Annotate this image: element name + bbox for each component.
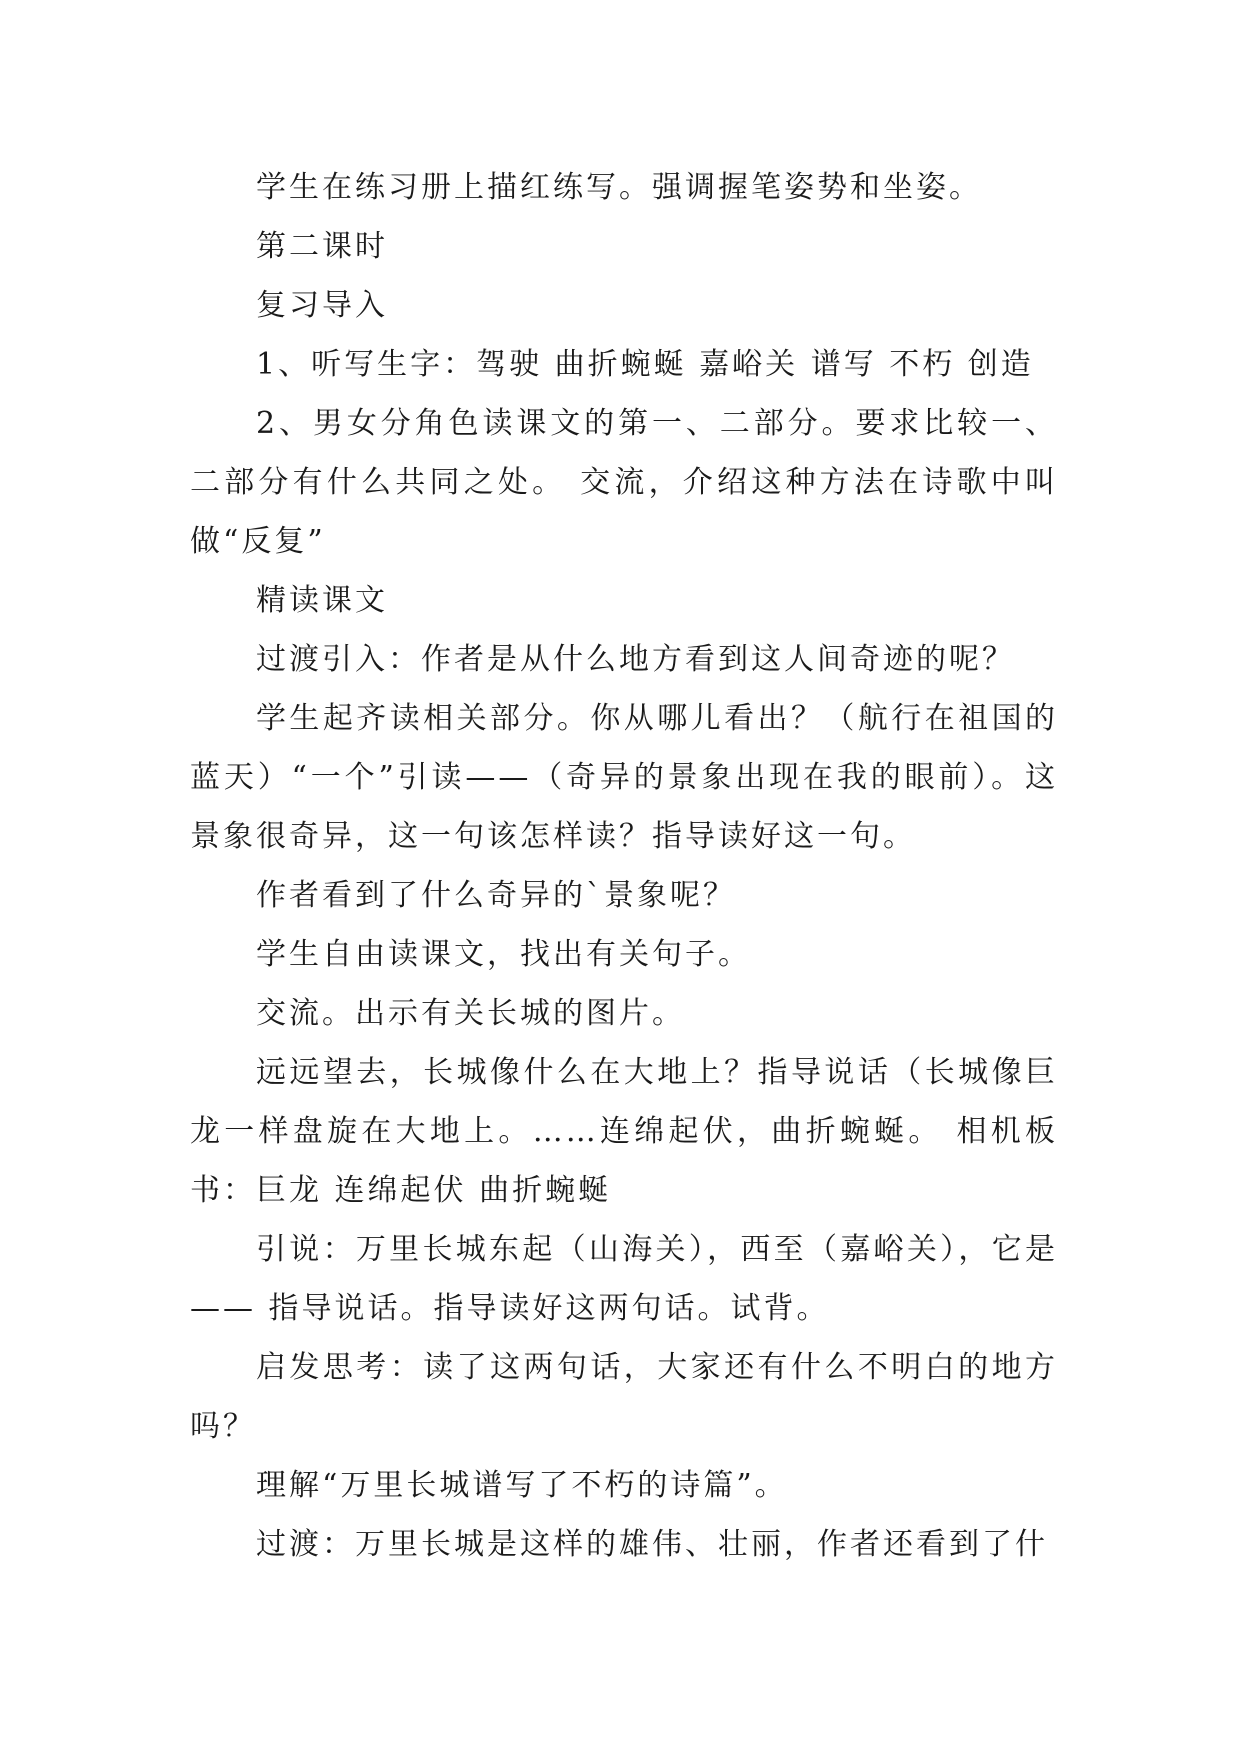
section-heading: 精读课文 <box>256 583 388 618</box>
paragraph: 交流。出示有关长城的图片。 <box>256 996 685 1031</box>
paragraph: 1、听写生字：驾驶 曲折蜿蜒 嘉峪关 谱写 不朽 创造 <box>256 347 1034 382</box>
paragraph: 作者看到了什么奇异的`景象呢？ <box>256 878 736 913</box>
paragraph: 学生自由读课文，找出有关句子。 <box>256 937 751 972</box>
paragraph: 过渡引入：作者是从什么地方看到这人间奇迹的呢？ <box>256 642 1015 677</box>
paragraph: 启发思考：读了这两句话，大家还有什么不明白的地方吗？ <box>190 1350 1058 1444</box>
paragraph: 2、男女分角色读课文的第一、二部分。要求比较一、二部分有什么共同之处。 交流，介绍这种方法在诗歌中叫做“反复” <box>190 406 1058 559</box>
paragraph: 学生起齐读相关部分。你从哪儿看出？（航行在祖国的蓝天）“一个”引读——（奇异的景象出现在我的眼前）。这景象很奇异，这一句该怎样读？指导读好这一句。 <box>190 701 1058 854</box>
section-heading: 复习导入 <box>256 288 388 323</box>
document-body <box>190 158 1058 1574</box>
paragraph: 学生在练习册上描红练写。强调握笔姿势和坐姿。 <box>256 170 982 205</box>
paragraph: 理解“万里长城谱写了不朽的诗篇”。 <box>256 1468 788 1503</box>
lesson-heading: 第二课时 <box>256 229 388 264</box>
paragraph: 引说：万里长城东起（山海关），西至（嘉峪关），它是—— 指导说话。指导读好这两句话。试背。 <box>190 1232 1058 1326</box>
paragraph: 远远望去，长城像什么在大地上？指导说话（长城像巨龙一样盘旋在大地上。……连绵起伏，曲折蜿蜒。 相机板书：巨龙 连绵起伏 曲折蜿蜒 <box>190 1055 1058 1208</box>
paragraph: 过渡：万里长城是这样的雄伟、壮丽，作者还看到了什 <box>256 1527 1048 1562</box>
